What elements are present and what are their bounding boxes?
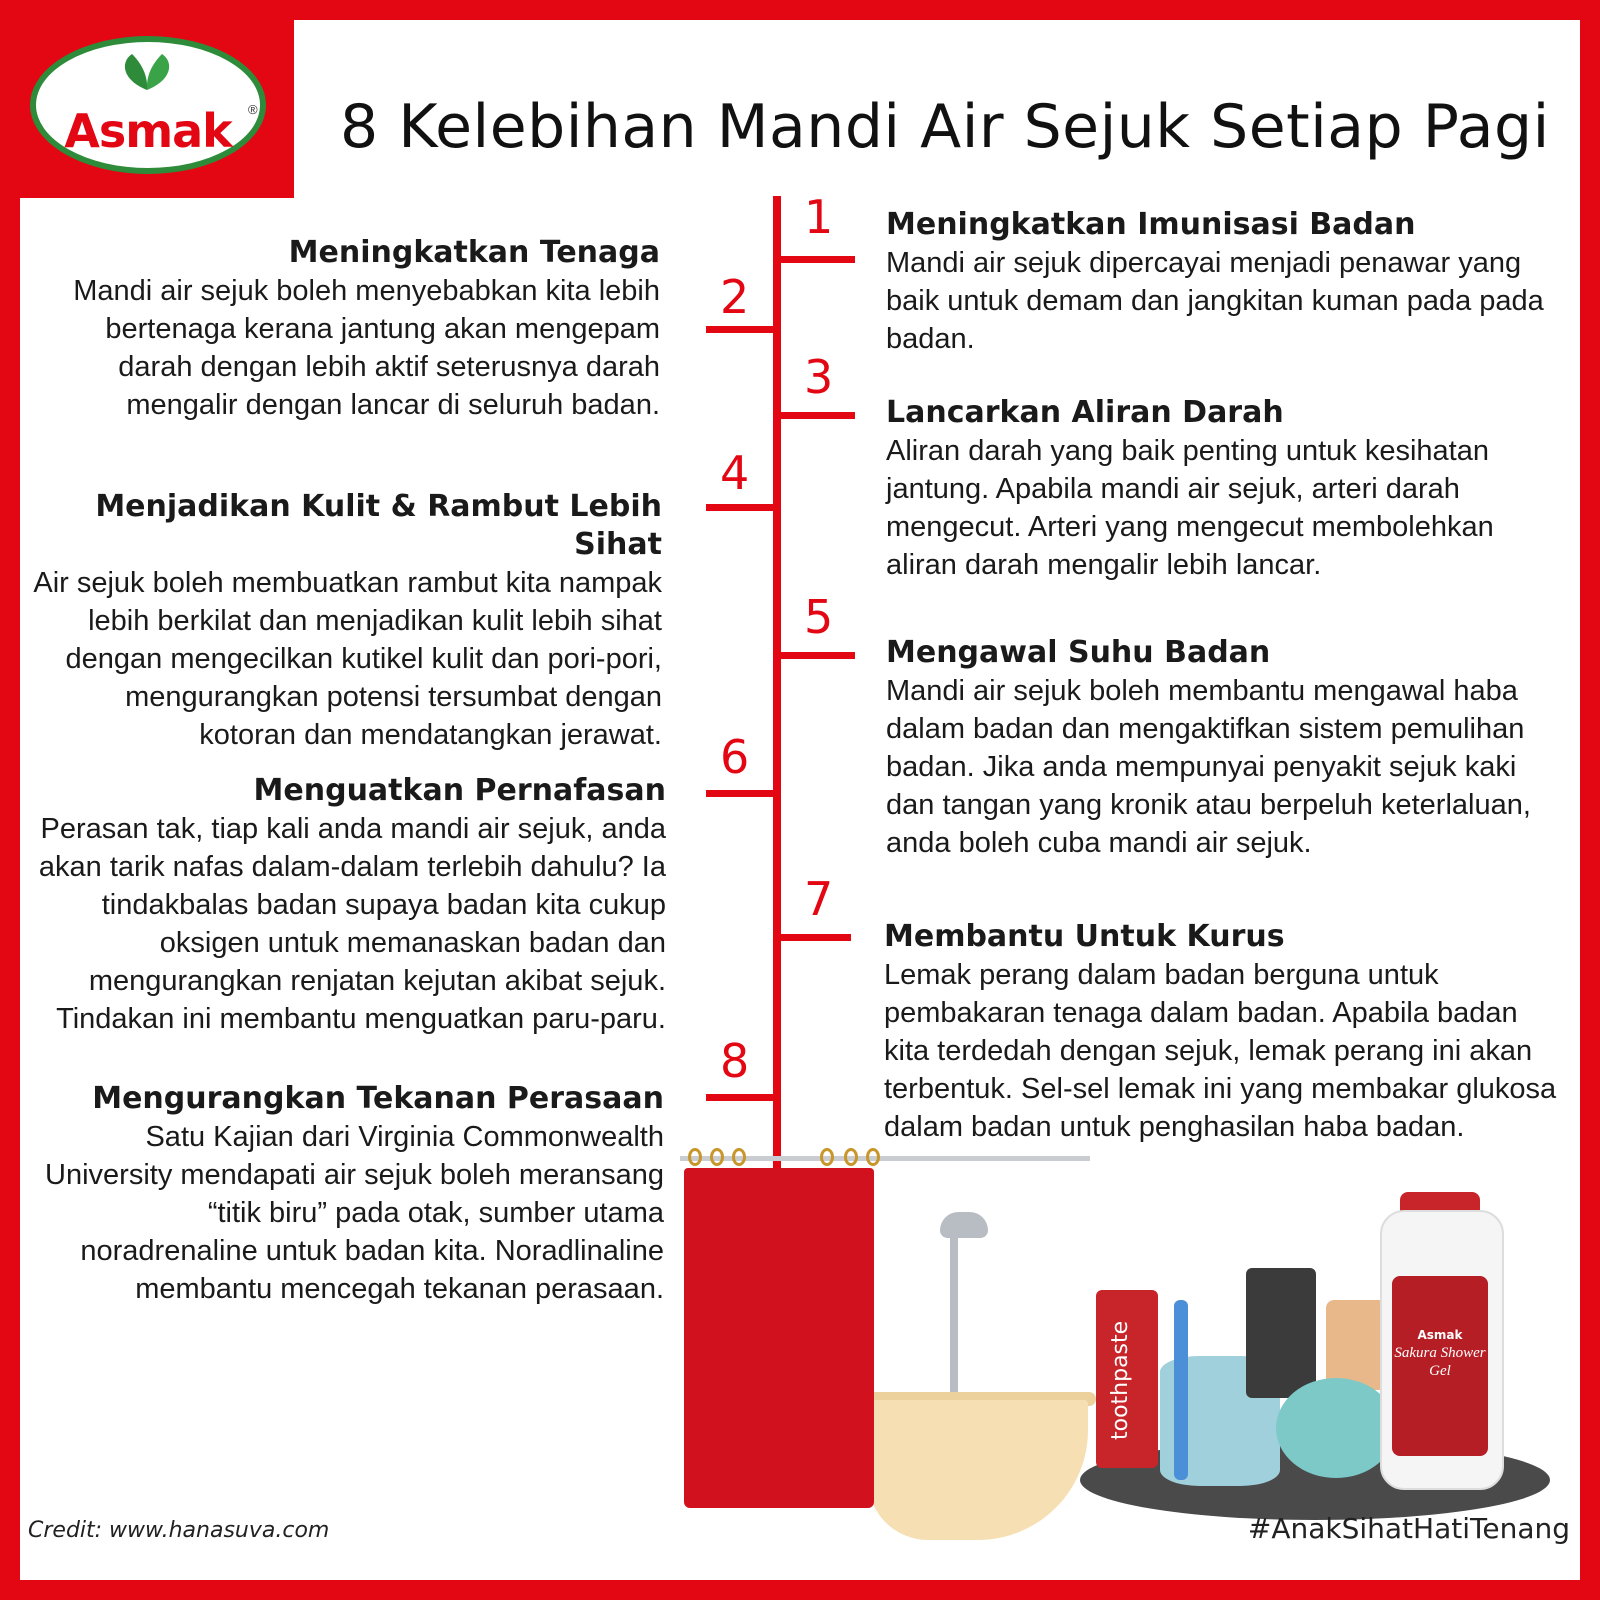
benefit-item-4 [30, 488, 662, 754]
benefit-heading: Menjadikan Kulit & Rambut Lebih Sihat [95, 489, 662, 562]
benefit-body: Aliran darah yang baik penting untuk kesihatan jantung. Apabila mandi air sejuk, arteri darah mengecut. Arteri yang mengecut membolehkan aliran darah mengalir lebih lancar. [886, 435, 1494, 581]
hashtag-text: #AnakSihatHatiTenang [1247, 1512, 1570, 1545]
benefit-item-1 [886, 206, 1550, 358]
bottle-product-name: Sakura Shower Gel [1394, 1345, 1486, 1379]
bottle-brand: Asmak [1417, 1328, 1463, 1342]
benefit-body: Lemak perang dalam badan berguna untuk pembakaran tenaga dalam badan. Apabila badan kita terdedah dengan sejuk, lemak perang ini akan terbentuk. Sel-sel lemak ini yang membakar glukosa dalam badan untuk penghasilan haba badan. [884, 959, 1557, 1143]
item-number-8: 8 [720, 1034, 750, 1088]
bathtub-icon [868, 1400, 1088, 1540]
infographic [20, 20, 1580, 1580]
benefit-body: Perasan tak, tiap kali anda mandi air sejuk, anda akan tarik nafas dalam-dalam terlebih dahulu? Ia tindakbalas badan supaya badan kita cukup oksigen untuk memanaskan badan dan mengurangkan renjatan kejutan akibat sejuk. Tindakan ini membantu menguatkan paru-paru. [38, 813, 666, 1035]
asmak-logo [30, 36, 266, 174]
timeline-tick-6 [706, 790, 773, 797]
benefit-heading: Menguatkan Pernafasan [253, 773, 666, 808]
benefit-item-7 [884, 918, 1564, 1146]
benefit-heading: Lancarkan Aliran Darah [886, 395, 1284, 430]
scrub-brush-icon [1326, 1300, 1386, 1390]
timeline-tick-1 [781, 256, 855, 263]
benefit-item-3 [886, 394, 1526, 584]
item-number-4: 4 [720, 446, 750, 500]
curtain-ring [710, 1148, 724, 1166]
benefit-heading: Mengurangkan Tekanan Perasaan [92, 1081, 664, 1116]
timeline-tick-3 [781, 412, 855, 419]
timeline-tick-8 [706, 1094, 773, 1101]
benefit-body: Air sejuk boleh membuatkan rambut kita nampak lebih berkilat dan menjadikan kulit lebih sihat dengan mengecilkan kutikel kulit dan pori-pori, mengurangkan potensi tersumbat dengan kotoran dan mendatangkan jerawat. [33, 567, 662, 751]
curtain-ring [820, 1148, 834, 1166]
item-number-6: 6 [720, 730, 750, 784]
item-number-5: 5 [804, 590, 834, 644]
timeline-tick-2 [706, 326, 773, 333]
bath-sponge-icon [1276, 1378, 1396, 1478]
benefit-item-5 [886, 634, 1550, 862]
item-number-7: 7 [804, 872, 834, 926]
benefit-heading: Meningkatkan Imunisasi Badan [886, 207, 1416, 242]
benefit-item-6 [30, 772, 666, 1038]
credit-text: Credit: www.hanasuva.com [28, 1518, 330, 1543]
timeline-tick-5 [781, 652, 855, 659]
logo-text: Asmak [64, 104, 232, 158]
timeline-tick-7 [781, 934, 851, 941]
shower-head-icon [940, 1212, 988, 1238]
benefit-heading: Membantu Untuk Kurus [884, 919, 1285, 954]
item-number-2: 2 [720, 270, 750, 324]
registered-mark: ® [248, 102, 258, 117]
timeline-pole [773, 196, 781, 1196]
shower-gel-label [1392, 1276, 1488, 1456]
curtain-ring [844, 1148, 858, 1166]
page-title: 8 Kelebihan Mandi Air Sejuk Setiap Pagi [340, 92, 1550, 162]
benefit-item-2 [30, 234, 660, 424]
benefit-body: Satu Kajian dari Virginia Commonwealth University mendapati air sejuk boleh meransang “titik biru” pada otak, sumber utama noradrenaline untuk badan kita. Noradlinaline membantu mencegah tekanan perasaan. [45, 1121, 664, 1305]
item-number-3: 3 [804, 350, 834, 404]
benefit-body: Mandi air sejuk dipercayai menjadi penawar yang baik untuk demam dan jangkitan kuman pada pada badan. [886, 247, 1544, 355]
logo-panel [20, 20, 294, 198]
leaf-icon [102, 50, 192, 94]
benefit-item-8 [24, 1080, 664, 1308]
curtain-ring [688, 1148, 702, 1166]
benefit-heading: Meningkatkan Tenaga [288, 235, 660, 270]
comb-icon [1246, 1268, 1316, 1398]
benefit-body: Mandi air sejuk boleh menyebabkan kita lebih bertenaga kerana jantung akan mengepam darah dengan lebih aktif seterusnya darah mengalir dengan lancar di seluruh badan. [73, 275, 660, 421]
timeline-tick-4 [706, 504, 773, 511]
benefit-body: Mandi air sejuk boleh membantu mengawal haba dalam badan dan mengaktifkan sistem pemulihan badan. Jika anda mempunyai penyakit sejuk kaki dan tangan yang kronik atau berpeluh keterlaluan, anda boleh cuba mandi air sejuk. [886, 675, 1531, 859]
toothpaste-label: toothpaste [1108, 1320, 1133, 1440]
shower-curtain [684, 1168, 874, 1508]
curtain-ring [732, 1148, 746, 1166]
toothbrush-icon [1174, 1300, 1188, 1480]
shower-hose-icon [950, 1238, 958, 1398]
benefit-heading: Mengawal Suhu Badan [886, 635, 1271, 670]
item-number-1: 1 [804, 190, 834, 244]
curtain-ring [866, 1148, 880, 1166]
